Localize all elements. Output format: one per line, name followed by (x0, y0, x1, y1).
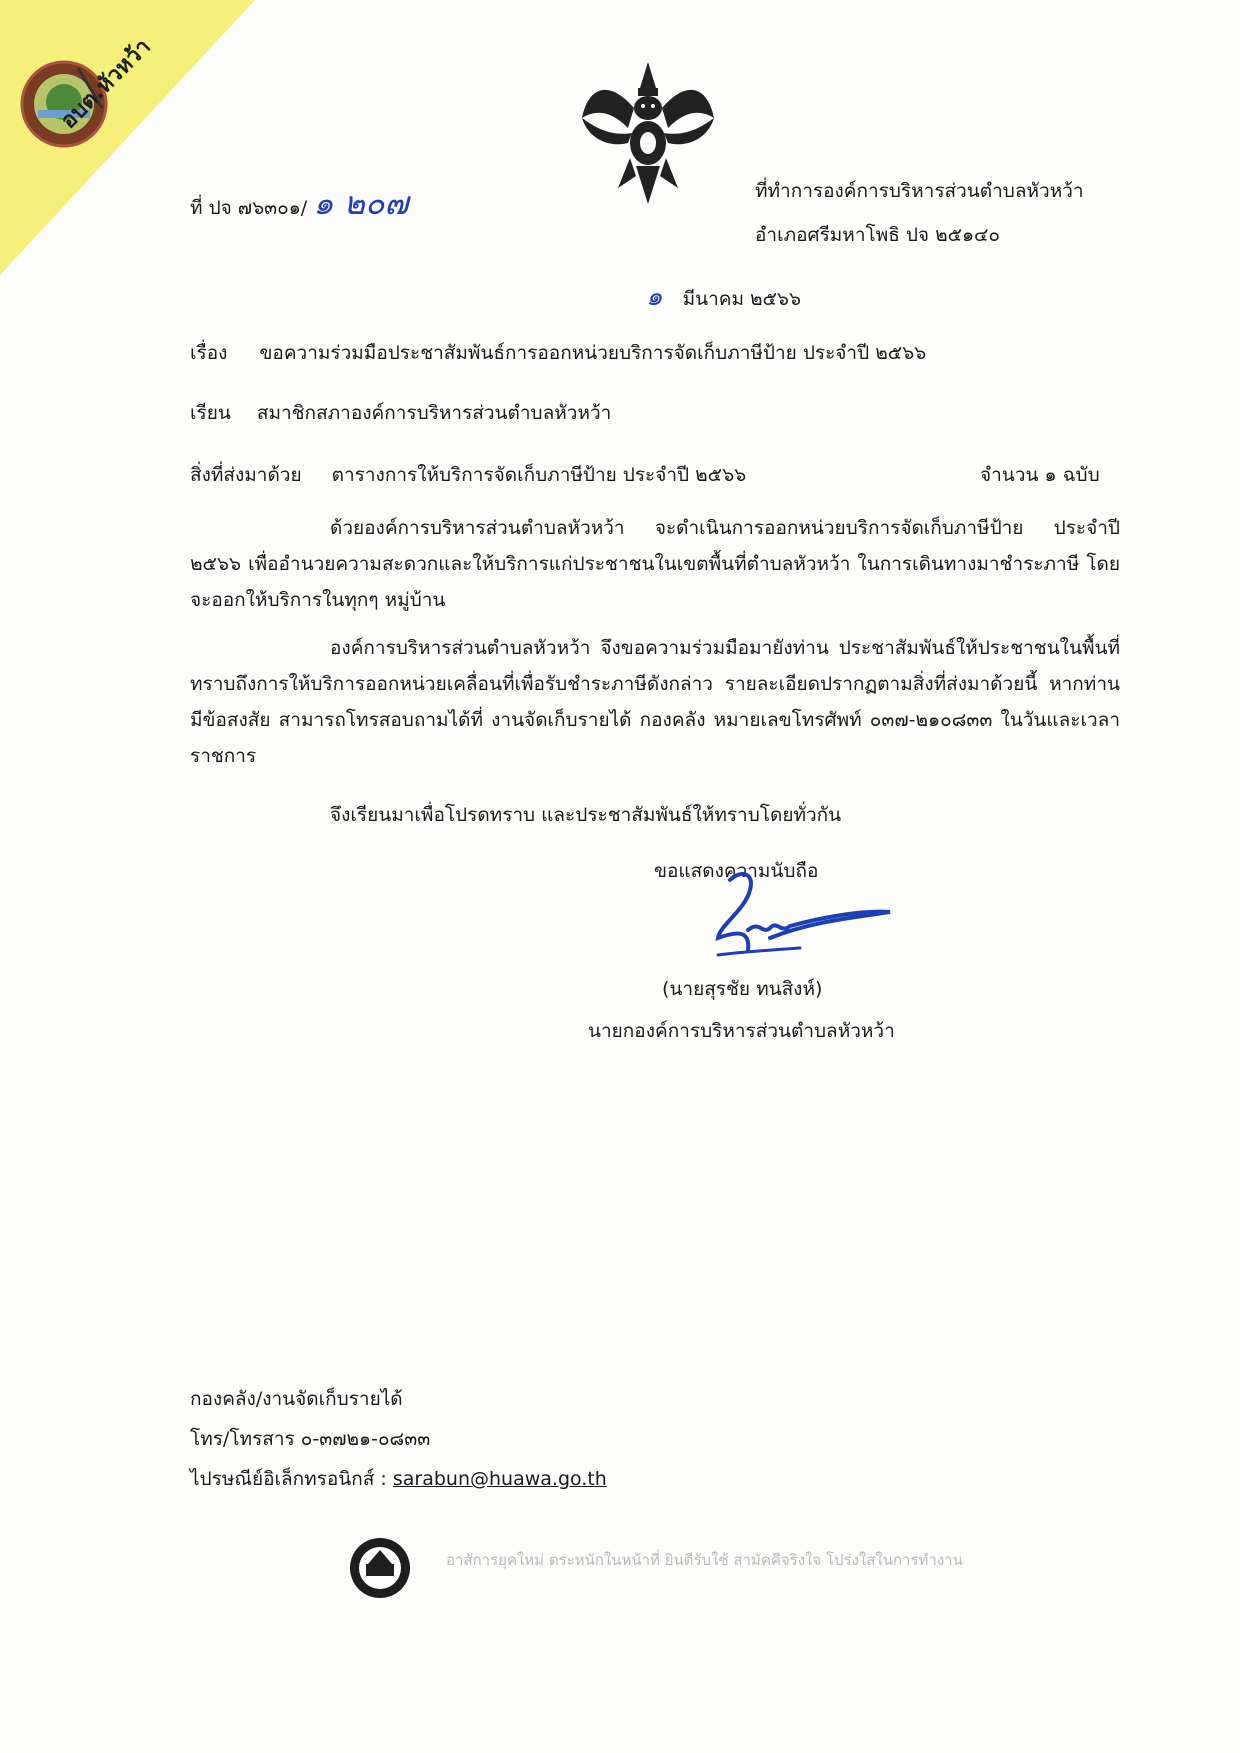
recipient-line (190, 398, 611, 428)
enclosure-text: ตารางการให้บริการจัดเก็บภาษีป้าย ประจำปี ๒๕๖๖ (331, 464, 747, 486)
recipient-label: เรียน (190, 402, 231, 424)
footer-seal-icon (348, 1536, 412, 1600)
document-date (646, 276, 801, 317)
signatory-name: (นายสุรชัย ทนสิงห์) (662, 978, 823, 1000)
contact-email-label: ไปรษณีย์อิเล็กทรอนิกส์ : (190, 1468, 393, 1490)
enclosure-label: สิ่งที่ส่งมาด้วย (190, 464, 302, 486)
subject-label: เรื่อง (190, 342, 228, 364)
body-paragraph-1: ด้วยองค์การบริหารส่วนตำบลหัวหว้า จะดำเนินการออกหน่วยบริการจัดเก็บภาษีป้าย ประจำปี ๒๕๖๖ เพื่ออำนวยความสะดวกและให้บริการแก่ประชาชนในเขตพื้นที่ตำบลหัวหว้า ในการเดินทางมาชำระภาษี โดยจะออกให้บริการในทุกๆ หมู่บ้าน (190, 517, 1120, 611)
closing-sentence: จึงเรียนมาเพื่อโปรดทราบ และประชาสัมพันธ์ให้ทราบโดยทั่วกัน (330, 804, 842, 826)
contact-email-line (190, 1464, 607, 1494)
corner-label: อบต.หัวหว้า (56, 34, 156, 134)
reference-prefix: ที่ ปจ ๗๖๓๐๑/ (190, 197, 308, 219)
reference-handwritten-number: ๑ ๒๐๗ (313, 184, 409, 222)
subject-text: ขอความร่วมมือประชาสัมพันธ์การออกหน่วยบริการจัดเก็บภาษีป้าย ประจำปี ๒๕๖๖ (259, 342, 927, 364)
date-month-year: มีนาคม ๒๕๖๖ (682, 288, 802, 310)
subject-line (190, 338, 926, 368)
reference-number (190, 178, 408, 229)
enclosure-line (190, 460, 746, 490)
salutation: ขอแสดงความนับถือ (654, 860, 819, 882)
contact-department: กองคลัง/งานจัดเก็บรายได้ (190, 1388, 403, 1410)
signatory-title: นายกองค์การบริหารส่วนตำบลหัวหว้า (588, 1020, 895, 1042)
date-day: ๑ (646, 282, 663, 312)
body-paragraph-2: องค์การบริหารส่วนตำบลหัวหว้า จึงขอความร่วมมือมายังท่าน ประชาสัมพันธ์ให้ประชาชนในพื้นที่ทราบถึงการให้บริการออกหน่วยเคลื่อนที่เพื่อรับชำระภาษีดังกล่าว รายละเอียดปรากฏตามสิ่งที่ส่งมาด้วยนี้ หากท่านมีข้อสงสัย สามารถโทรสอบถามได้ที่ งานจัดเก็บรายได้ กองคลัง หมายเลขโทรศัพท์ ๐๓๗-๒๑๐๘๓๓ ในวันและเวลาราชการ (190, 637, 1120, 767)
recipient-text: สมาชิกสภาองค์การบริหารส่วนตำบลหัวหว้า (256, 402, 612, 424)
contact-email-link[interactable]: sarabun@huawa.go.th (392, 1468, 607, 1490)
enclosure-count: จำนวน ๑ ฉบับ (980, 464, 1100, 486)
footer-motto: อาสัการยุคใหม่ ตระหนักในหน้าที่ ยินดีรับใช้ สามัคคีจริงใจ โปร่งใสในการทำงาน (446, 1551, 963, 1569)
signature-icon (700, 860, 900, 970)
garuda-emblem-icon (578, 58, 718, 208)
contact-phone: โทร/โทรสาร ๐-๓๗๒๑-๐๘๓๓ (190, 1428, 431, 1450)
office-line-2: อำเภอศรีมหาโพธิ ปจ ๒๕๑๔๐ (755, 224, 1001, 246)
office-line-1: ที่ทำการองค์การบริหารส่วนตำบลหัวหว้า (755, 180, 1084, 202)
